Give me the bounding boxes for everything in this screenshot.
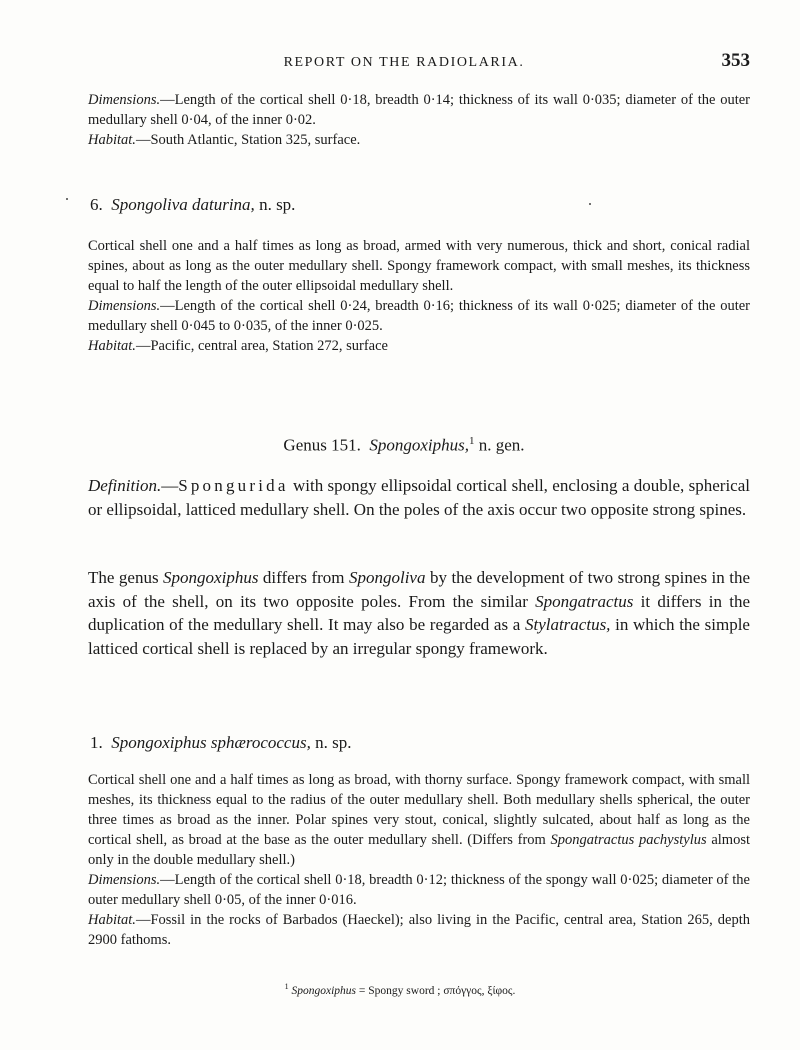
running-title: REPORT ON THE RADIOLARIA. [283, 55, 525, 70]
description-paragraph: Cortical shell one and a half times as long as broad, with thorny surface. Spongy framework compact, with small meshes, its thickness equal to the radius of the outer medullary shell. Both medullary shells spherical, the outer three times as broad as the inner. Polar spines very stout, conical, slightly sulcated, about half as long as the cortical shell, as broad at the base as the outer medullary shell. (Differs from Spongatractus pachystylus almost only in the double medullary shell.) [88, 772, 751, 868]
footnote-marker: 1 [469, 435, 475, 447]
previous-species-tail [88, 90, 750, 150]
dimensions-paragraph: Dimensions.—Length of the cortical shell 0·24, breadth 0·16; thickness of its wall 0·025; diameter of the outer medullary shell 0·045 to 0·035, of the inner 0·025. [88, 298, 750, 334]
speck [66, 198, 68, 200]
habitat-paragraph: Habitat.—South Atlantic, Station 325, surface. [88, 132, 361, 148]
species-1-body [88, 770, 750, 950]
species-name: Spongoliva daturina, [111, 195, 255, 214]
species-name: Spongoxiphus sphærococcus, [111, 733, 311, 752]
running-header [58, 50, 750, 78]
genus-definition: Definition.—Spongurida with spongy ellipsoidal cortical shell, enclosing a double, spherical or ellipsoidal, latticed medullary shell. On the poles of the axis occur two opposite strong spines. [88, 476, 750, 519]
species-heading: 1. Spongoxiphus sphærococcus, n. sp. [90, 733, 352, 752]
footnote: $^1$ Spongoxiphus = Spongy sword ; σπόγγος, ξίφος. [284, 982, 516, 997]
genus-discussion: The genus Spongoxiphus differs from Spongoliva by the development of two strong spines in the axis of the shell, on its two opposite poles. From the similar Spongatractus it differs in the duplication of the medullary shell. It may also be regarded as a Stylatractus, in which the simple latticed cortical shell is replaced by an irregular spongy framework. [88, 568, 751, 658]
dimensions-paragraph: Dimensions.—Length of the cortical shell 0·18, breadth 0·14; thickness of its wall 0·035; diameter of the outer medullary shell 0·04, of the inner 0·02. [88, 92, 750, 128]
dimensions-paragraph: Dimensions.—Length of the cortical shell 0·18, breadth 0·12; thickness of the spongy wall 0·025; diameter of the outer medullary shell 0·05, of the inner 0·016. [88, 872, 750, 908]
genus-heading: Genus 151. Spongoxiphus,$^1$ n. gen. [283, 435, 525, 455]
species-heading: 6. Spongoliva daturina, n. sp. [90, 195, 296, 214]
speck [589, 203, 591, 205]
habitat-paragraph: Habitat.—Pacific, central area, Station 272, surface [88, 338, 388, 354]
habitat-paragraph: Habitat.—Fossil in the rocks of Barbados (Haeckel); also living in the Pacific, central area, Station 265, depth 2900 fathoms. [88, 912, 750, 948]
page-number: 353 [721, 50, 750, 71]
description-paragraph: Cortical shell one and a half times as long as broad, armed with very numerous, thick and short, conical radial spines, about as long as the outer medullary shell. Spongy framework compact, with small meshes, its thickness equal to half the length of the outer ellipsoidal medullary shell. [88, 238, 750, 294]
genus-name: Spongoxiphus, [369, 435, 470, 455]
species-6-body [88, 236, 750, 356]
